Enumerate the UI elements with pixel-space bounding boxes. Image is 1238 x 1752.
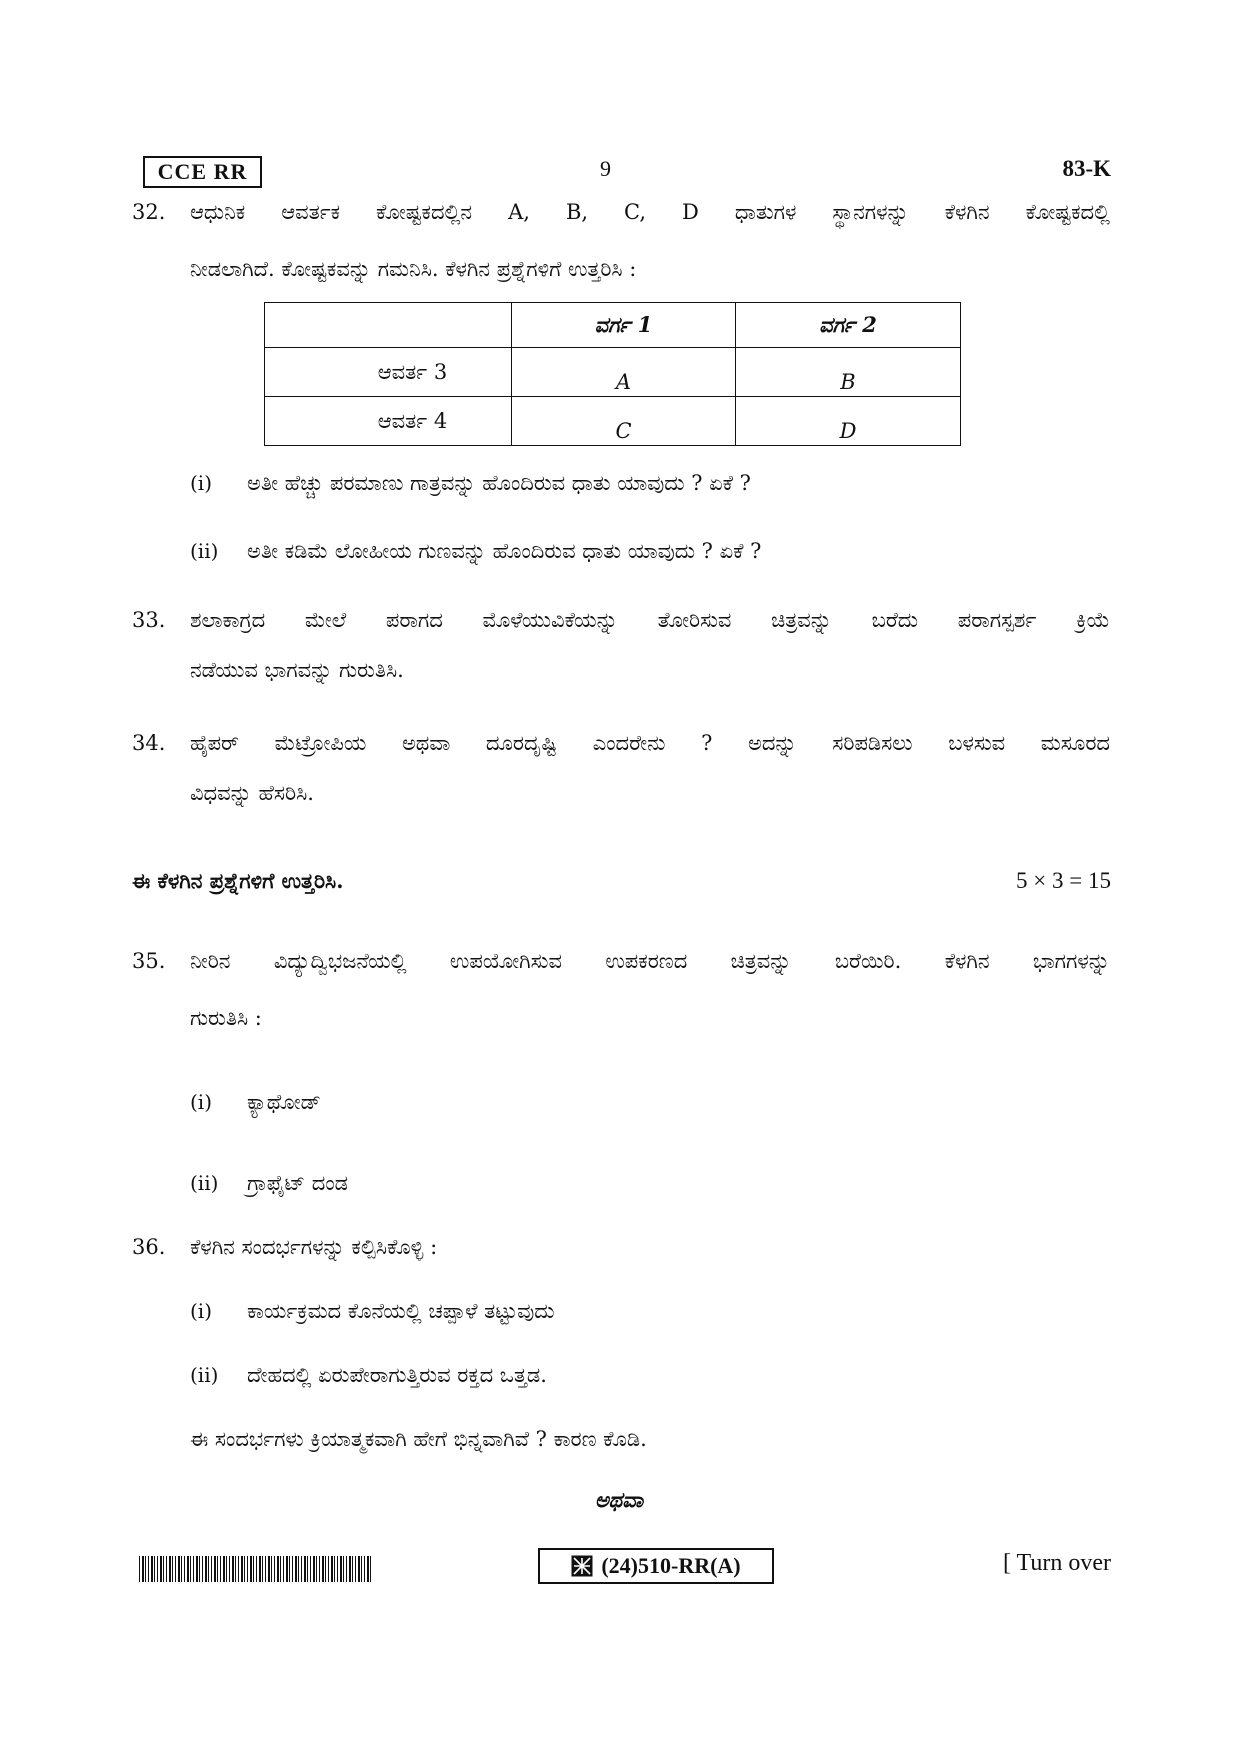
or-divider-text: ಅಥವಾ: [594, 1487, 644, 1512]
sub-question-number: (ii): [190, 1171, 219, 1195]
sub-question-number: (i): [190, 1090, 213, 1114]
sub-question-text: ಕ್ಯಾಥೋಡ್: [247, 1090, 321, 1114]
sub-question-number: (ii): [190, 539, 219, 563]
sub-question-text: ಅತೀ ಹೆಚ್ಚು ಪರಮಾಣು ಗಾತ್ರವನ್ನು ಹೊಂದಿರುವ ಧಾತು ಯಾವುದು ? ಏಕೆ ?: [247, 471, 751, 495]
question-number-32: 32.: [132, 200, 166, 224]
sub-question-text: ಕಾರ್ಯಕ್ರಮದ ಕೊನೆಯಲ್ಲಿ ಚಪ್ಪಾಳೆ ತಟ್ಟುವುದು: [247, 1299, 555, 1323]
sub-question-number: (i): [190, 471, 213, 495]
question-number-34: 34.: [132, 731, 166, 755]
footer-code: (24)510-RR(A): [601, 1553, 741, 1578]
turn-over-note: [ Turn over: [1002, 1550, 1111, 1576]
sub-question-text: ಅತೀ ಕಡಿಮೆ ಲೋಹೀಯ ಗುಣವನ್ನು ಹೊಂದಿರುವ ಧಾತು ಯಾವುದು ? ಏಕೆ ?: [247, 539, 762, 563]
paper-code: 83-K: [1062, 156, 1111, 181]
table-cell: B: [736, 348, 961, 397]
question-33-line-1: ಶಲಾಕಾಗ್ರದ ಮೇಲೆ ಪರಾಗದ ಮೊಳೆಯುವಿಕೆಯನ್ನು ತೋರಿಸುವ ಚಿತ್ರವನ್ನು ಬರೆದು ಪರಾಗಸ್ಪರ್ಶ ಕ್ರಿಯೆ: [190, 608, 1110, 632]
sub-question-text: ಗ್ರಾಫೈಟ್ ದಂಡ: [247, 1171, 349, 1195]
question-number-33: 33.: [132, 608, 166, 632]
table-cell: C: [512, 397, 736, 446]
table-header-row: [265, 303, 961, 348]
sub-question-text: ದೇಹದಲ್ಲಿ ಏರುಪೇರಾಗುತ್ತಿರುವ ರಕ್ತದ ಒತ್ತಡ.: [247, 1363, 547, 1387]
paper-series-code: CCE RR: [143, 156, 262, 188]
table-cell: D: [736, 397, 961, 446]
periodic-table-excerpt: [264, 302, 961, 446]
table-row: [265, 397, 961, 446]
question-36-line-1: ಕೆಳಗಿನ ಸಂದರ್ಭಗಳನ್ನು ಕಲ್ಪಿಸಿಕೊಳ್ಳಿ :: [190, 1235, 438, 1259]
sub-question-number: (i): [190, 1299, 213, 1323]
question-32-line-2: ನೀಡಲಾಗಿದೆ. ಕೋಷ್ಟಕವನ್ನು ಗಮನಿಸಿ. ಕೆಳಗಿನ ಪ್ರಶ್ನೆಗಳಿಗೆ ಉತ್ತರಿಸಿ :: [190, 257, 637, 281]
question-35-line-2: ಗುರುತಿಸಿ :: [190, 1006, 262, 1030]
table-header-cell: ವರ್ಗ 1: [512, 303, 736, 348]
question-number-35: 35.: [132, 949, 166, 973]
qp-mark-icon: [571, 1555, 593, 1577]
question-35-line-1: ನೀರಿನ ವಿದ್ಯುದ್ವಿಭಜನೆಯಲ್ಲಿ ಉಪಯೋಗಿಸುವ ಉಪಕರಣದ ಚಿತ್ರವನ್ನು ಬರೆಯಿರಿ. ಕೆಳಗಿನ ಭಾಗಗಳನ್ನು: [190, 949, 1110, 973]
table-header-cell: [265, 303, 512, 348]
table-row: [265, 348, 961, 397]
table-cell-period: ಆವರ್ತ 3: [265, 348, 512, 397]
question-34-line-1: ಹೈಪರ್ ಮೆಟ್ರೋಪಿಯ ಅಥವಾ ದೂರದೃಷ್ಟಿ ಎಂದರೇನು ? ಅದನ್ನು ಸರಿಪಡಿಸಲು ಬಳಸುವ ಮಸೂರದ: [190, 731, 1110, 755]
footer-code-box: [538, 1548, 774, 1584]
question-33-line-2: ನಡೆಯುವ ಭಾಗವನ್ನು ಗುರುತಿಸಿ.: [190, 658, 404, 682]
question-36-closing: ಈ ಸಂದರ್ಭಗಳು ಕ್ರಿಯಾತ್ಮಕವಾಗಿ ಹೇಗೆ ಭಿನ್ನವಾಗಿವೆ ? ಕಾರಣ ಕೊಡಿ.: [190, 1427, 647, 1451]
table-cell-period: ಆವರ್ತ 4: [265, 397, 512, 446]
section-heading: ಈ ಕೆಳಗಿನ ಪ್ರಶ್ನೆಗಳಿಗೆ ಉತ್ತರಿಸಿ.: [132, 868, 344, 893]
table-header-cell: ವರ್ಗ 2: [736, 303, 961, 348]
page-number: 9: [600, 156, 611, 181]
question-32-line-1: ಆಧುನಿಕ ಆವರ್ತಕ ಕೋಷ್ಟಕದಲ್ಲಿನ A, B, C, D ಧಾತುಗಳ ಸ್ಥಾನಗಳನ್ನು ಕೆಳಗಿನ ಕೋಷ್ಟಕದಲ್ಲಿ: [190, 200, 1110, 224]
barcode-graphic: [139, 1556, 371, 1582]
table-cell: A: [512, 348, 736, 397]
question-number-36: 36.: [132, 1235, 166, 1259]
question-34-line-2: ವಿಧವನ್ನು ಹೆಸರಿಸಿ.: [190, 781, 314, 805]
sub-question-number: (ii): [190, 1363, 219, 1387]
section-marks: 5 × 3 = 15: [1016, 868, 1111, 893]
